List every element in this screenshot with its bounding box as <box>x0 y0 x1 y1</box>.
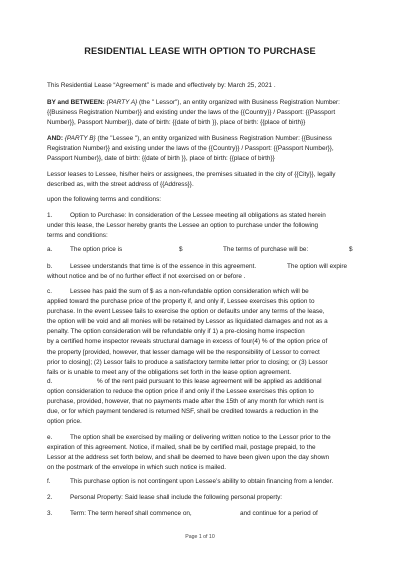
clause-e-text-1: The option shall be exercised by mailing or delivering written notice to the Lessor prior to the <box>70 434 331 441</box>
clause-a-option-price: The option price is <box>70 246 123 253</box>
clause-d-line-2: option consideration to reduce the option price if and only if the Lessee exercises this option to <box>47 388 314 396</box>
clause-a-line-1 <box>47 245 359 255</box>
clause-d-line-4: due, or for which payment tendered is returned NSF, shall be credited towards a reduction in the <box>47 408 319 416</box>
clause-f <box>47 477 359 487</box>
clause-a-terms: The terms of purchase will be: <box>223 246 309 253</box>
clause-e-line-1 <box>47 433 359 443</box>
clause-2 <box>47 493 359 503</box>
clause-e-line-4: on the postmark of the envelope in which such notice is mailed. <box>47 464 227 472</box>
clause-b-line-1 <box>47 262 359 272</box>
clause-c-line-6: by a certified home inspector reveals structural damage in excess of four(4) % of the option price of <box>47 338 328 346</box>
clause-2-number: 2. <box>47 494 53 501</box>
clause-3 <box>47 509 359 519</box>
intro-paragraph <box>47 81 359 91</box>
clause-f-number: f. <box>47 478 51 485</box>
clause-c-line-5: penalty. The option consideration will be refundable only if 1) a pre-closing home inspection <box>47 328 305 336</box>
premises-paragraph <box>47 170 359 190</box>
clause-c-number: c. <box>47 288 52 295</box>
clause-b-line-2: without notice and be of no further effect if not exercised on or before . <box>47 273 246 281</box>
lessor-line-2: {{Business Registration Number}} and existing under the laws of the {{Country}} / Passport: {{Passport <box>47 109 336 117</box>
lessee-line-3: Passport Number}}, date of birth: {{date of birth }}, place of birth: {{place of birth}} <box>47 155 275 163</box>
clause-a-number: a. <box>47 246 53 253</box>
clause-d <box>47 377 359 427</box>
and-label: AND: <box>47 135 63 142</box>
clause-3-line-1 <box>47 509 359 519</box>
clause-2-text-1: Personal Property: Said lease shall include the following personal property: <box>70 494 283 501</box>
clause-3-number: 3. <box>47 510 53 517</box>
clause-c-line-7: the property [provided, however, that lesser damage will be the responsibility of Lessor to correct <box>47 348 320 356</box>
premises-line-1: Lessor leases to Lessee, his/her heirs or assignees, the premises situated in the city of {{City}}, legally <box>47 171 336 178</box>
clause-d-line-1 <box>47 377 359 387</box>
clause-d-line-3: purchase, provided, however, that no payments made after the 15th of any month for which rent is <box>47 398 324 406</box>
lessee-line-1 <box>47 134 359 144</box>
lessee-line-1-rest: (the "Lessee "), an entity organized with Business Registration Number: {{Business <box>95 135 332 142</box>
party-b-placeholder: {PARTY B} <box>64 135 96 142</box>
clause-2-line-1 <box>47 493 359 503</box>
clause-1-line-1 <box>47 211 359 221</box>
clause-b <box>47 262 359 282</box>
lessor-line-1 <box>47 98 359 108</box>
clause-b-number: b. <box>47 263 53 270</box>
clause-3-text-1: Term: The term hereof shall commence on, <box>70 510 192 517</box>
clause-1-line-3: terms and conditions: <box>47 232 108 240</box>
clause-c-line-3: purchase. In the event Lessee fails to exercise the option or defaults under any terms of the lease, <box>47 308 325 316</box>
clause-e-number: e. <box>47 434 53 441</box>
clause-e-line-3: Lessor at the address set forth below, and shall be deemed to have been given upon the day shown <box>47 454 330 462</box>
clause-a <box>47 245 359 255</box>
clause-f-text-1: This purchase option is not contingent upon Lessee’s ability to obtain financing from a lender. <box>70 478 334 485</box>
terms-intro-line: upon the following terms and conditions: <box>47 196 162 203</box>
party-a-placeholder: {PARTY A} <box>106 99 138 106</box>
clause-1-text-1: Option to Purchase: In consideration of the Lessee meeting all obligations as stated herein <box>70 212 326 219</box>
clause-1-number: 1. <box>47 212 53 219</box>
intro-line: This Residential Lease “Agreement” is made and effectively by: March 25, 2021 . <box>47 82 276 89</box>
clause-c-line-4: the option will be void and all monies will be retained by Lessor as liquidated damages and not as a <box>47 318 328 326</box>
clause-c-line-8: prior to closing]; (2) Lessor fails to produce a satisfactory termite letter prior to closing; or (3) Lessor <box>47 358 328 366</box>
lessee-line-2: Registration Number}} and existing under the laws of the {{Country}} / Passport: {{Passport Number}}, <box>47 145 334 153</box>
clause-1-line-2: under this lease, the Lessor hereby grants the Lessee an option to purchase under the following <box>47 222 319 230</box>
clause-d-text-1: % of the rent paid pursuant to this lease agreement will be applied as additional <box>97 378 322 385</box>
clause-1 <box>47 211 359 241</box>
clause-a-dollar-2: $ <box>349 246 353 253</box>
clause-c-line-1 <box>47 287 359 297</box>
clause-d-line-5: option price. <box>47 418 82 426</box>
clause-c-text-1: Lessee has paid the sum of $ as a non-refundable option consideration which will be <box>70 288 309 295</box>
lessee-paragraph <box>47 134 359 164</box>
clause-3-text-2: and continue for a period of <box>240 510 318 517</box>
page-footer: Page 1 of 10 <box>185 534 215 540</box>
by-and-between-label: BY and BETWEEN: <box>47 99 105 106</box>
clause-c-line-2: applied toward the purchase price of the property if, and only if, Lessee exercises this option to <box>47 298 315 306</box>
premises-line-2: described as, with the street address of {{Address}}. <box>47 181 194 189</box>
clause-b-text-2: The option will expire <box>287 263 348 270</box>
clause-b-text-1: Lessee understands that time is of the essence in this agreement. <box>70 263 257 270</box>
lessor-line-3: Number}}, Passport Number}}, date of birth: {{date of birth }}, place of birth: {{place of birth}} <box>47 119 306 127</box>
terms-intro <box>47 195 359 205</box>
clause-a-dollar-1: $ <box>179 246 183 253</box>
clause-f-line-1 <box>47 477 359 487</box>
document-title: RESIDENTIAL LEASE WITH OPTION TO PURCHASE <box>84 46 316 56</box>
clause-c <box>47 287 359 378</box>
clause-d-number: d. <box>47 378 53 385</box>
clause-e <box>47 433 359 473</box>
lessor-paragraph <box>47 98 359 128</box>
lessor-line-1-rest: (the " Lessor"), an entity organized with Business Registration Number: <box>137 99 340 106</box>
clause-e-line-2: expiration of this agreement. Notice, if mailed, shall be by certified mail, postage prepaid, to the <box>47 444 316 452</box>
clause-c-line-9: fails or is unable to meet any of the obligations set forth in the lease option agreement. <box>47 368 292 376</box>
